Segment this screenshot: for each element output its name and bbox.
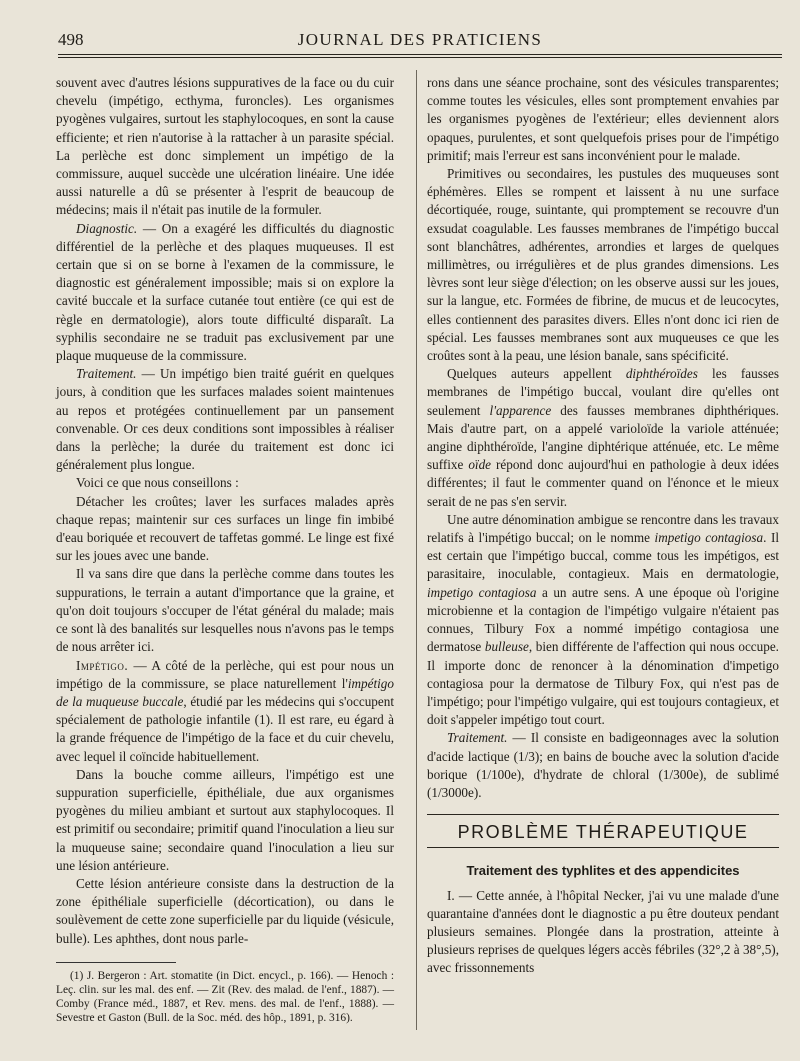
paragraph-text: les fausses membranes de l'impétigo buccal, voulant dire qu'elles ont seulement	[427, 366, 779, 418]
section-rule	[427, 847, 779, 848]
paragraph-impetigo	[56, 657, 394, 766]
paragraph-text: Une autre dénomination ambigue se rencontre dans les travaux relatifs à l'impétigo buccal; on le nomme	[427, 511, 779, 546]
header-rule	[58, 54, 782, 58]
italic-term: impetigo contagiosa	[654, 530, 764, 546]
paragraph-text: , étudié par les médecins qui s'occupent spécialement de pathologie infantile (1). Il est rare, eu égard à la grande fréquence de l'impétigo de la face et du cuir chevelu, avec lequel il coïncide habituellement.	[56, 693, 394, 764]
article-title: Traitement des typhlites et des appendicites	[466, 863, 740, 879]
paragraph-text: — On a exagéré les difficultés du diagnostic différentiel de la perlèche et des plaques muqueuses. Il est certain que si on se borne à l'examen de la commissure, le diagnostic est généralement impossible; mais si on explore la cavité buccale et la surface cutanée tout entière (ce qui est de règle en dermatologie), alors toute difficulté disparaît. La syphilis secondaire ne se traduit pas exclusivement par une plaque muqueuse de la commissure.	[56, 220, 394, 364]
running-title: JOURNAL DES PRATICIENS	[297, 30, 543, 49]
right-column	[427, 74, 779, 978]
left-column	[56, 74, 394, 1026]
paragraph-contagiosa	[427, 511, 779, 729]
paragraph-text: des fausses membranes diphthériques. Mais d'autre part, on a appelé varioloïde la variole atténuée; angine diphthéroïde, l'angine diphtérique atténuée, etc. Le même suffixe	[427, 402, 779, 473]
paragraph-text: répond donc aujourd'hui en pathologie à deux idées différentes; il faut le commenter quand on l'énonce et le mieux serait de ne pas s'en servir.	[427, 457, 779, 509]
paragraph-traitement	[56, 365, 394, 474]
paragraph-text: , bien différente de l'affection qui nous occupe. Il importe donc de renoncer à la dénomination d'impetigo contagiosa pour la dermatose de Tilbury Fox, qui n'est pas de l'impétigo; pour l'impétigo vulgaire, qui est toujours contagieux, et doit s'appeler impétigo tout court.	[427, 639, 779, 728]
page-header	[58, 30, 782, 52]
section-title: PROBLÈME THÉRAPEUTIQUE	[457, 822, 749, 843]
impetigo-label: Impétigo.	[76, 657, 129, 673]
paragraph: Dans la bouche comme ailleurs, l'impétigo est une suppuration superficielle, épithéliale, due aux organismes pyogènes du milieu ambiant et surtout aux staphylocoques. Il est primitif ou secondaire; primitif quand l'inoculation a lieu sur la muqueuse saine; secondaire quand l'inoculation a lieu sur une lésion antérieure.	[56, 766, 394, 873]
paragraph: Primitives ou secondaires, les pustules des muqueuses sont éphémères. Elles se rompent et laissent à nu une surface décortiquée, rouge, suintante, qui promptement se recouvre d'un exsudat coagulable. Les fausses membranes de l'impétigo buccal sont blanchâtres, adhérentes, arrondies et larges de quelques millimètres, ou irrégulières et de plus grandes dimensions. Les lèvres sont leur siège d'élection; on les observe aussi sur les joues, sur la langue, etc. Formées de fibrine, de mucus et de leucocytes, elles contiennent des parasites divers. Elles n'ont donc ici rien de spécial. Les fausses membranes sont aux muqueuses ce que les croûtes sont à la peau, une lésion banale, sans spécificité.	[427, 166, 779, 364]
page-number: 498	[58, 30, 84, 49]
italic-term: bulleuse	[484, 639, 529, 655]
paragraph: I. — Cette année, à l'hôpital Necker, j'ai vu une malade d'une quarantaine d'années dont le diagnostic a pu être douteux pendant plusieurs semaines. Plongée dans la prostration, atteinte à plusieurs reprises de quelques légers accès fébriles (32°,2 à 38°,5), avec frissonnements	[427, 887, 779, 976]
traitement-label: Traitement.	[76, 366, 137, 382]
section-rule	[427, 814, 779, 815]
paragraph-text: Quelques auteurs appellent	[447, 366, 626, 382]
footnote-rule	[56, 962, 176, 963]
traitement-label: Traitement.	[447, 730, 508, 746]
paragraph-text: — Un impétigo bien traité guérit en quelques jours, à condition que les surfaces malades soient maintenues au repos et protégées continuellement par un pansement convenable. Or ces deux conditions sont impossibles à réaliser dans la perlèche; la durée du traitement est donc ici généralement plus longue.	[56, 366, 394, 473]
paragraph-text: a un autre sens. A une époque où l'origine microbienne et la contagion de l'impétigo vulgaire n'étaient pas connues, Tilbury Fox a nommé impétigo contagiosa une dermatose	[427, 584, 779, 655]
italic-term: l'apparence	[489, 402, 552, 418]
paragraph: rons dans une séance prochaine, sont des vésicules transparentes; comme toutes les vésicules, elles sont promptement envahies par les organismes pyogènes de l'extérieur; elles deviennent alors opaques, purulentes, et sont quelquefois prises pour de l'impétigo primitif; mais l'erreur est sans inconvénient pour le malade.	[427, 75, 779, 163]
paragraph-text: — Il consiste en badigeonnages avec la solution d'acide lactique (1/3); en bains de bouche avec la solution d'acide borique (1/100e), d'hydrate de chloral (1/300e), de sublimé (1/3000e).	[427, 730, 779, 800]
paragraph: Cette lésion antérieure consiste dans la destruction de la zone épithéliale superficielle (décortication), ou dans le soulèvement de cette zone superficielle par du liquide (vésicule, bulle). Les aphthes, dont nous parle-	[56, 875, 394, 946]
italic-term: diphthéroïdes	[625, 366, 698, 382]
paragraph: Il va sans dire que dans la perlèche comme dans toutes les suppurations, le terrain a autant d'importance que la graine, et qu'on doit toujours s'occuper de l'état général du malade; mais ce sont là des banalités sur lesquelles nous n'avons pas le temps de nous arrêter ici.	[56, 566, 394, 655]
italic-term: impétigo de la muqueuse buccale	[56, 675, 394, 709]
paragraph-traitement-2	[427, 729, 779, 802]
footnotes	[56, 969, 394, 1026]
footnote-1: (1) J. Bergeron : Art. stomatite (in Dict. encycl., p. 166). — Henoch : Leç. clin. sur les mal. des enf. — Zit (Rev. des malad. de l'enf., 1887). — Comby (France méd., 1887, et Rev. mens. des mal. de l'enf., 1888). — Sevestre et Gaston (Bull. de la Soc. méd. des hôp., 1891, p. 316).	[56, 969, 394, 1025]
italic-term: impetigo contagiosa	[427, 584, 537, 600]
paragraph-text: — A côté de la perlèche, qui est pour nous un impétigo de la commissure, se place naturellement l'	[56, 657, 394, 691]
italic-term: oïde	[468, 457, 492, 473]
paragraph-text: . Il est certain que l'impétigo buccal, comme tous les impétigos, est parasitaire, inoculable, contagieux. Mais en dermatologie,	[427, 530, 780, 582]
paragraph: souvent avec d'autres lésions suppuratives de la face ou du cuir chevelu (impétigo, ecthyma, furoncles). Les organismes pyogènes vulgaires, surtout les staphylocoques, en sont la cause efficiente; et rien n'autorise à la rattacher à un parasite spécial. La perlèche est donc simplement un impétigo de la commissure, auquel succède une ulcération linéaire. Une idée aussi naturelle a dû se présenter à l'esprit de beaucoup de médecins; mais il n'était pas inutile de la formuler.	[56, 75, 394, 218]
paragraph-diagnostic	[56, 220, 394, 366]
paragraph: Détacher les croûtes; laver les surfaces malades après chaque repas; maintenir sur ces surfaces un linge fin imbibé d'eau boriquée et recouvert de taffetas gommé. Le linge est fixé sur les joues avec une bande.	[56, 493, 394, 564]
column-divider	[416, 70, 417, 1030]
diagnostic-label: Diagnostic.	[76, 220, 138, 236]
paragraph-diphtheroides	[427, 365, 779, 511]
paragraph: Voici ce que nous conseillons :	[76, 475, 239, 491]
